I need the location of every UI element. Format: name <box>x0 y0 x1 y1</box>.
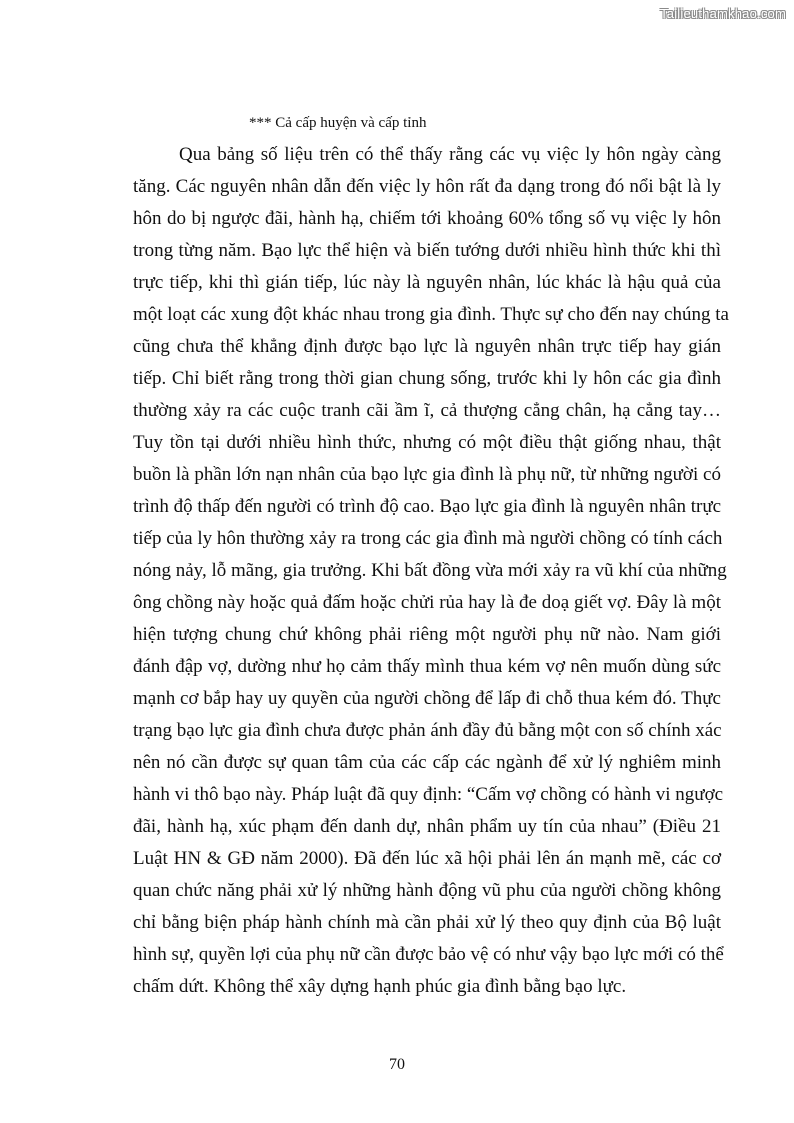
page-number: 70 <box>389 1056 405 1073</box>
paragraph-line: ông chồng này hoặc quả đấm hoặc chửi rủa hay là đe doạ giết vợ. Đây là một <box>133 592 721 613</box>
paragraph-line: buồn là phần lớn nạn nhân của bạo lực gia đình là phụ nữ, từ những người có <box>133 464 721 485</box>
paragraph-line: trực tiếp, khi thì gián tiếp, lúc này là nguyên nhân, lúc khác là hậu quả của <box>133 272 721 293</box>
paragraph-line: chấm dứt. Không thể xây dựng hạnh phúc gia đình bằng bạo lực. <box>133 976 627 997</box>
paragraph-line: trạng bạo lực gia đình chưa được phản ánh đầy đủ bằng một con số chính xác <box>133 720 722 741</box>
table-footnote: *** Cả cấp huyện và cấp tỉnh <box>249 115 427 131</box>
paragraph-line: tiếp của ly hôn thường xảy ra trong các gia đình mà người chồng có tính cách <box>133 528 723 549</box>
paragraph-line: hành vi thô bạo này. Pháp luật đã quy định: “Cấm vợ chồng có hành vi ngược <box>133 784 724 805</box>
paragraph-line: đãi, hành hạ, xúc phạm đến danh dự, nhân phẩm uy tín của nhau” (Điều 21 <box>133 816 721 837</box>
paragraph-line: đánh đập vợ, dường như họ cảm thấy mình thua kém vợ nên muốn dùng sức <box>133 656 721 677</box>
paragraph-line: nóng nảy, lỗ mãng, gia trưởng. Khi bất đồng vừa mới xảy ra vũ khí của những <box>133 560 727 581</box>
paragraph-line: Luật HN & GĐ năm 2000). Đã đến lúc xã hội phải lên án mạnh mẽ, các cơ <box>133 848 721 869</box>
watermark: Tailieuthamkhao.com <box>660 6 786 21</box>
paragraph-line: tăng. Các nguyên nhân dẫn đến việc ly hôn rất đa dạng trong đó nổi bật là ly <box>133 176 721 197</box>
paragraph-line: hiện tượng chung chứ không phải riêng một người phụ nữ nào. Nam giới <box>133 624 721 645</box>
paragraph-line: Tuy tồn tại dưới nhiều hình thức, nhưng có một điều thật giống nhau, thật <box>133 432 721 453</box>
paragraph-line: chỉ bằng biện pháp hành chính mà cần phải xử lý theo quy định của Bộ luật <box>133 912 721 933</box>
paragraph-line: trình độ thấp đến người có trình độ cao. Bạo lực gia đình là nguyên nhân trực <box>133 496 722 517</box>
paragraph-line: hôn do bị ngược đãi, hành hạ, chiếm tới khoảng 60% tổng số vụ việc ly hôn <box>133 208 721 229</box>
paragraph-line: Qua bảng số liệu trên có thể thấy rằng các vụ việc ly hôn ngày càng <box>179 144 721 165</box>
paragraph-line: hình sự, quyền lợi của phụ nữ cần được bảo vệ có như vậy bạo lực mới có thể <box>133 944 724 965</box>
paragraph-line: nên nó cần được sự quan tâm của các cấp các ngành để xử lý nghiêm minh <box>133 752 721 773</box>
paragraph-line: thường xảy ra các cuộc tranh cãi ầm ĩ, cả thượng cẳng chân, hạ cẳng tay… <box>133 400 721 421</box>
paragraph-line: cũng chưa thể khẳng định được bạo lực là nguyên nhân trực tiếp hay gián <box>133 336 721 357</box>
paragraph-line: một loạt các xung đột khác nhau trong gia đình. Thực sự cho đến nay chúng ta <box>133 304 729 325</box>
paragraph-line: mạnh cơ bắp hay uy quyền của người chồng để lấp đi chỗ thua kém đó. Thực <box>133 688 721 709</box>
body-paragraph <box>133 139 729 1003</box>
paragraph-line: tiếp. Chỉ biết rằng trong thời gian chung sống, trước khi ly hôn các gia đình <box>133 368 721 389</box>
paragraph-line: quan chức năng phải xử lý những hành động vũ phu của người chồng không <box>133 880 721 901</box>
paragraph-line: trong từng năm. Bạo lực thể hiện và biến tướng dưới nhiều hình thức khi thì <box>133 240 721 261</box>
